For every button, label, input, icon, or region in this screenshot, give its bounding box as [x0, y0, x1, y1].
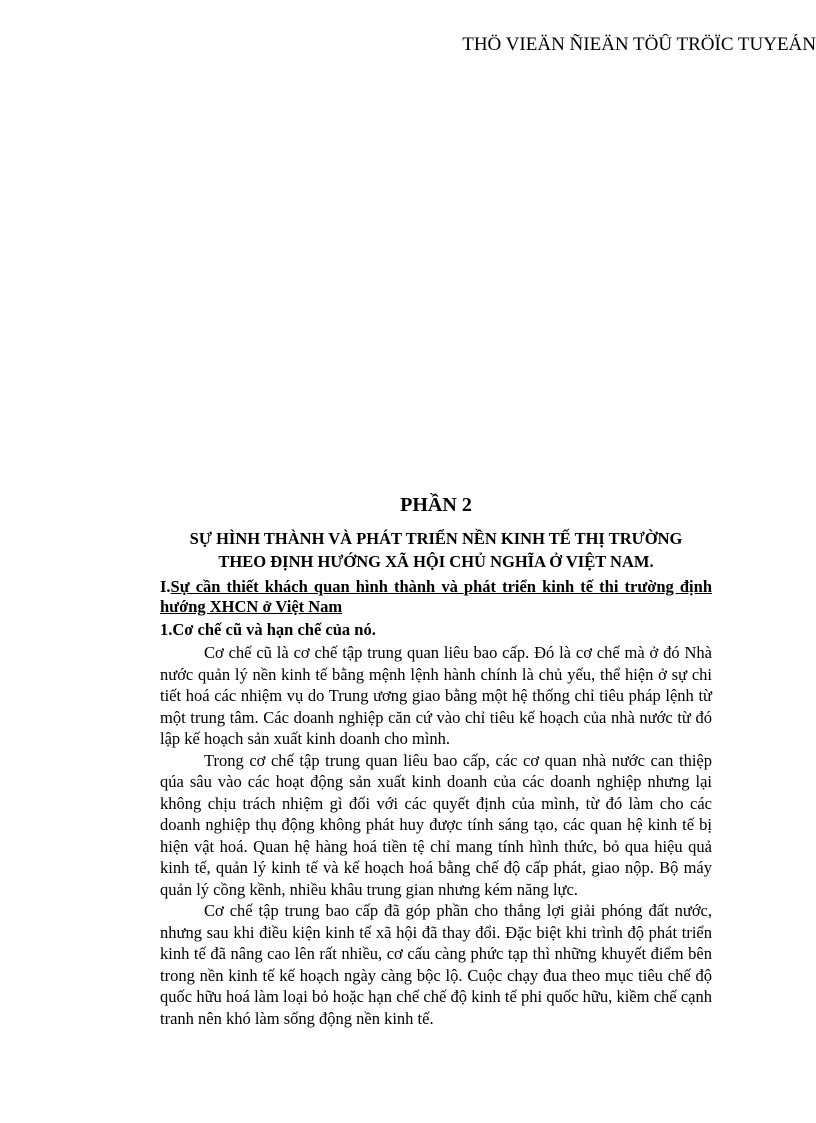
chapter-subtitle-line-2: THEO ĐỊNH HƯỚNG XÃ HỘI CHỦ NGHĨA Ở VIỆT NAM. [218, 552, 654, 571]
section-title: Sự cần thiết khách quan hình thành và phát triển kinh tế thi trường định hướng XHCN ở Việt Nam [160, 577, 712, 616]
section-heading [160, 577, 712, 617]
paragraph: Trong cơ chế tập trung quan liêu bao cấp, các cơ quan nhà nước can thiệp qúa sâu vào các hoạt động sản xuất kinh doanh của các doanh nghiệp nhưng lại không chịu trách nhiệm gì đối với các quyết định của mình, từ đó làm cho các doanh nghiệp thụ động không phát huy được tính sáng tạo, các quan hệ kinh tế bị hiện vật hoá. Quan hệ hàng hoá tiền tệ chỉ mang tính hình thức, bỏ qua hiệu quả kinh tế, quản lý kinh tế và kế hoạch hoá bằng chế độ cấp phát, giao nộp. Bộ máy quản lý cồng kềnh, nhiều khâu trung gian nhưng kém năng lực. [160, 750, 712, 899]
subsection-heading: 1.Cơ chế cũ và hạn chế của nó. [160, 620, 376, 639]
chapter-subtitle-line-1: SỰ HÌNH THÀNH VÀ PHÁT TRIỂN NỀN KINH TẾ THỊ TRƯỜNG [189, 529, 683, 548]
part-title: PHẦN 2 [400, 494, 472, 516]
document-body [160, 493, 712, 1029]
paragraph: Cơ chế cũ là cơ chế tập trung quan liêu bao cấp. Đó là cơ chế mà ở đó Nhà nước quản lý nền kinh tế bằng mệnh lệnh hành chính là chủ yếu, thể hiện ở sự chi tiết hoá các nhiệm vụ do Trung ương giao bằng một hệ thống chỉ tiêu pháp lệnh từ một trung tâm. Các doanh nghiệp căn cứ vào chỉ tiêu kế hoạch của nhà nước từ đó lập kế hoạch sản xuất kinh doanh cho mình. [160, 643, 712, 748]
paragraph: Cơ chế tập trung bao cấp đã góp phần cho thắng lợi giải phóng đất nước, nhưng sau khi điều kiện kinh tế xã hội đã thay đổi. Đặc biệt khi trình độ phát triển kinh tế đã nâng cao lên rất nhiều, cơ cấu càng phức tạp thì những khuyết điểm bên trong nền kinh tế kế hoạch ngày càng bộc lộ. Cuộc chạy đua theo mục tiêu chế độ quốc hữu hoá làm loại bỏ hoặc hạn chế chế độ kinh tế phi quốc hữu, kiềm chế cạnh tranh nên khó làm sống động nền kinh tế. [160, 901, 712, 1028]
section-number: I. [160, 577, 171, 596]
running-header: THÖ VIEÄN ÑIEÄN TÖÛ TRÖÏC TUYEÁN [462, 34, 816, 55]
